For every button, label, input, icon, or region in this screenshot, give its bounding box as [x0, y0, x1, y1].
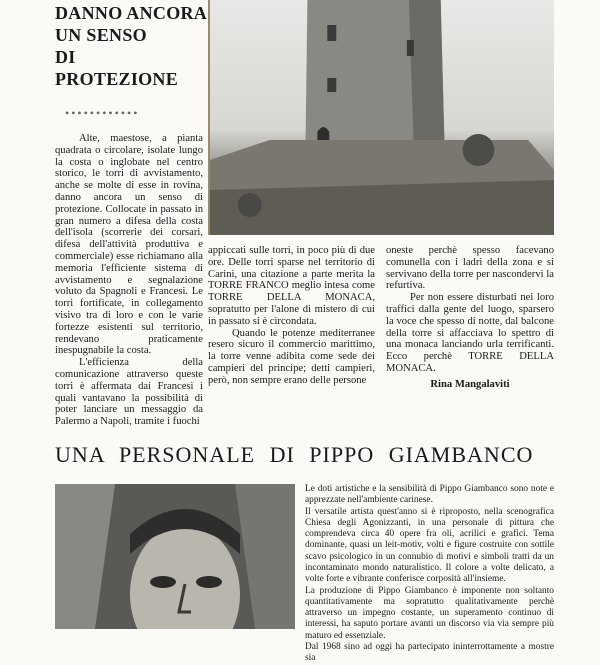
paragraph: Il versatile artista quest'anno si è riproposto, nella scenografica Chiesa degli Agonizzanti, in una personale di pittura che comprendeva circa 40 opere fra oli, acrilici e grafici. Tema dominante, quasi un leit-motiv, volti e figure costruite con sottile scavo psicologico in un connubio di motivi e simboli tratti da un incontaminato mondo naturalistico. Il colore a volte delicato, a volte forte e vibrante conferisce corposità all'insieme.: [305, 506, 554, 585]
separator-dots: ••••••••••••: [65, 106, 140, 120]
article-2: [55, 484, 554, 665]
paragraph: Alte, maestose, a pianta quadrata o circolare, isolate lungo la costa o inglobate nel centro storico, le torri di avvistamento, anche se molte di esse in rovina, danno ancora un senso di protezione. Collocate in passato in gran numero a difesa della costa dell'isola (scorrerie dei corsari, difesa dell'attività produttiva e commerciale) esse richiamano alla memoria l'efficiente sistema di avvistamento e segnalazione voluto da Spagnoli e Francesi. Le torri fortificate, in collegamento visivo tra di loro e con le varie fortezze esistenti sul territorio, rendevano praticamente inespugnabile la costa.: [55, 133, 203, 357]
headline-line: PROTEZIONE: [55, 69, 179, 89]
article-subcolumns: [208, 245, 554, 391]
tower-photo: [208, 0, 554, 235]
article-right-area: [208, 0, 554, 391]
paragraph: La produzione di Pippo Giambanco è imponente non soltanto quantitativamente ma sopratutto qualitativamente perchè attraverso un impegno costante, un superamento continuo di interessi, ha saputo portare avanti un discorso via via sempre più maturo ed essenziale.: [305, 585, 554, 641]
article-1: [55, 0, 554, 428]
article-column-1: [55, 133, 203, 428]
paragraph: oneste perchè spesso facevano comunella con i ladri della zona e si servivano della torre per nascondervi la refurtiva.: [386, 245, 554, 292]
paragraph: L'efficienza della comunicazione attraverso queste torri è affermata dai Francesi i quali vantavano la possibilità di poter lanciare un messaggio da Palermo a Napoli, tramite i fuochi: [55, 357, 203, 428]
article-2-column: [305, 484, 554, 665]
paragraph: Quando le potenze mediterranee resero sicuro il commercio marittimo, la torre venne adibita come sede dei campieri del principe; detti campieri, però, non sempre erano delle persone: [208, 327, 375, 386]
painting-photo: [55, 484, 295, 629]
article-headline-2: UNA PERSONALE DI PIPPO GIAMBANCO: [55, 441, 534, 467]
headline-line: UN SENSO: [55, 25, 147, 45]
paragraph: Per non essere disturbati nei loro traffici dalla gente del luogo, sparsero la voce che spesso di notte, dal balcone della torre si affacciava lo spettro di una monaca lanciando urla terrificanti. Ecco perchè TORRE DELLA MONACA.: [386, 292, 554, 374]
headline-line: DANNO ANCORA: [55, 3, 208, 23]
author-signature: Rina Mangalaviti: [430, 378, 510, 390]
article-headline: [55, 0, 208, 90]
article-column-3: [386, 245, 554, 391]
article-column-2: [208, 245, 375, 391]
article-left-column: [55, 0, 208, 428]
paragraph: appiccati sulle torri, in poco più di due ore. Delle torri sparse nel territorio di Carini, una citazione a parte merita la TORRE FRANCO meglio intesa come TORRE DELLA MONACA, sopratutto per l'alone di mistero di cui in passato si è circondata.: [208, 245, 375, 327]
paragraph: Dal 1968 sino ad oggi ha partecipato ininterrottamente a mostre sia: [305, 642, 554, 664]
headline-line: DI: [55, 47, 76, 67]
paragraph: Le doti artistiche e la sensibilità di Pippo Giambanco sono note e apprezzate nell'ambiente carinese.: [305, 483, 554, 506]
